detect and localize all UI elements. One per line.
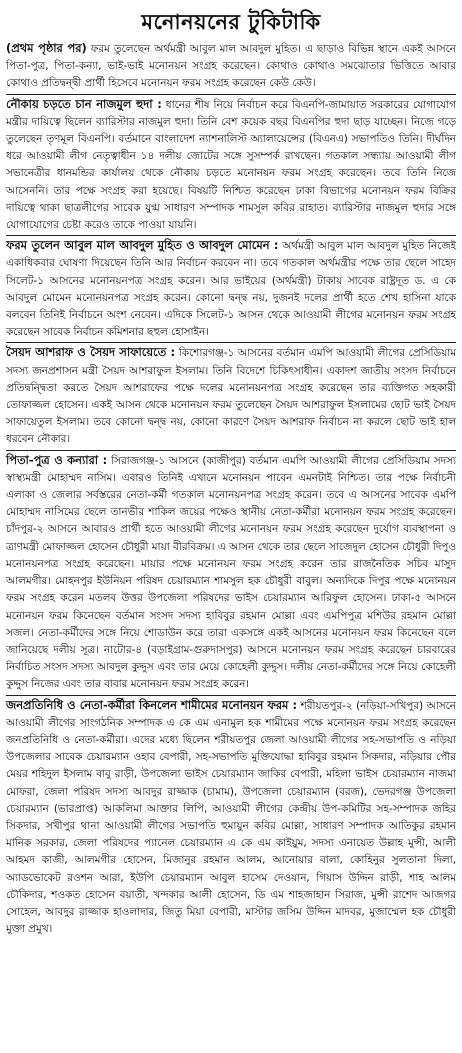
article-paragraph-syed-ashraf <box>6 342 456 449</box>
subheading: নৌকায় চড়তে চান নাজমুল হুদা : <box>6 96 162 111</box>
article-paragraph-muhith-momen <box>6 235 456 342</box>
subheading: পিতা-পুত্র ও কন্যারা : <box>6 452 108 467</box>
article-headline: মনোনয়নের টুকিটাকি <box>141 10 321 34</box>
paragraph-text: ধানের শীষ নিয়ে নির্বাচন করে বিএনপি-জামায়াত সরকারের যোগাযোগ মন্ত্রীর দায়িত্বে ছিলেন ব্যারিস্টার নাজমুল হুদা। তিনি বেশ কয়েক বছর বিএনপির হুদা ছাড় যাচ্ছেন। নিজে গড়ে তুলেছেন তৃণমূল বিএনপি। বর্তমানে বাংলাদেশ ন্যাশনালিস্ট অ্যালায়েন্সের (বিএনএ) সভাপতিও তিনি। দীর্ঘদিন ধরে আওয়ামী লীগ নেতৃত্বাধীন ১৪ দলীয় জোটের সঙ্গে সুসম্পর্ক রাখছেন। গতকাল সন্ধ্যায় আওয়ামী লীগ সভানেত্রীর ধানমন্ডির কার্যালয় থেকে নৌকায় চড়তে মনোনয়ন ফরম সংগ্রহ করেছেন। তবে তিনি নিজে আসেননি। তার পক্ষে সংগ্রহ করা হয়েছে। বিষয়টি নিশ্চিত করেছেন ঢাকা বিভাগের মনোনয়ন ফরম বিক্রির দায়িত্বে থাকা ছাত্রলীগের সাবেক যুগ্ম সাধারণ সম্পাদক শামসুল কবির রাহাত। ব্যারিস্টার নাজমুল হুদার সঙ্গে যোগাযোগের চেষ্টা করেও তাকে পাওয়া যায়নি। <box>6 98 456 232</box>
subheading: সৈয়দ আশরাফ ও সৈয়দ সাফায়েতে : <box>6 345 176 360</box>
subheading: ফরম তুলেন আবুল মাল আবদুল মুহিত ও আবদুল মোমেন : <box>6 238 279 253</box>
article-paragraph-najmul-huda <box>6 94 456 236</box>
paragraph-text: সিরাজগঞ্জ-১ আসনে (কাজীপুর) বর্তমান এমপি আওয়ামী লীগের প্রেসিডিয়াম সদস্য স্বাস্থ্যমন্ত্রী মোহাম্মদ নাসিম। এবারও তিনিই এখানে মনোনয়ন পাবেন এমনটাই নিশ্চিত। তার পক্ষে নির্বাচনী এলাকা ও জেলার সর্বস্তরের নেতা-কর্মী গতকাল মনোনয়নপত্র সংগ্রহ করেন। তবে এ আসনের সাবেক এমপি মোহাম্মদ নাসিমের ছেলে তানভীর শাকিল জয়ের পক্ষেও স্থানীয় নেতা-কর্মীরা মনোনয়ন ফরম সংগ্রহ করেছেন। চাঁদপুর-২ আসনে আবারও প্রার্থী হতে আওয়ামী লীগের মনোনয়ন ফরম সংগ্রহ করেছেন দুর্যোগ ব্যবস্থাপনা ও ত্রাণমন্ত্রী মোফাজ্জল হোসেন চৌধুরী মায়া বীরবিক্রম। এ আসন থেকে তার ছেলে সাজেদুল হোসেন চৌধুরী দিপুও মনোনয়নপত্র সংগ্রহ করেছেন। মায়ার পক্ষে মনোনয়ন ফরম সংগ্রহ করেন তার রাজনৈতিক সচিব মাসুদ আলমগীর। মোহনপুর ইউনিয়ন পরিষদ চেয়ারম্যান শামসুল হক চৌধুরী বাবুল। অন্যদিকে দিপুর পক্ষে মনোনয়ন ফরম সংগ্রহ করেন মতলব উত্তর উপজেলা পরিষদের ভাইস চেয়ারম্যান আরিফুল হোসেন। ঢাকা-৫ আসনে মনোনয়ন ফরম কিনেছেন বর্তমান সংসদ সদস্য হাবিবুর রহমান মোল্লা এবং এমপিপুত্র মশিউর রহমান মোল্লা সজল। নেতা-কর্মীদের সঙ্গে নিয়ে শোডাউন করে তারা একসঙ্গে একই আসনের মনোনয়ন ফরম কিনেছেন বলে জানিয়েছে দলীয় সূত্র। নাটোর-৪ (বড়াইগ্রাম-গুরুদাসপুর) আসনে মনোনয়ন ফরম সংগ্রহ করেছেন চারবারের নির্বাচিত সংসদ সদস্য আবদুল কুদ্দুস এবং তার মেয়ে কোহেলী কুদ্দুস। দলীয় নেতা-কর্মীদের সঙ্গে নিয়ে কোহেলী কুদ্দুস নিজের এবং তার বাবার মনোনয়ন ফরম সংগ্রহ করেন। <box>6 454 456 691</box>
article-paragraph-father-son-daughter <box>6 450 456 695</box>
paragraph-text: শরীয়তপুর-২ (নড়িয়া-সখিপুর) আসনে আওয়ামী লীগের সাংগঠনিক সম্পাদক এ কে এম এনামুল হক শামীমের পক্ষে মনোনয়ন ফরম সংগ্রহ করেছেন জনপ্রতিনিধি ও নেতা-কর্মীরা। এদের মধ্যে ছিলেন শরীয়তপুর জেলা আওয়ামী লীগের সহ-সভাপতি ও নড়িয়া উপজেলার সাবেক চেয়ারম্যান ওহাব বেপারী, সহ-সভাপতি মুক্তিযোদ্ধা হাবিবুর রহমান সিকদার, নড়িয়ার পৌর মেয়র শহিদুল ইসলাম বাবু রাড়ী, উপজেলা ভাইস চেয়ারম্যান জাকির বেপারী, মহিলা ভাইস চেয়ারম্যান নাজমা মোফরা, জেলা পরিষদ সদস্য আবদুর রাজ্জাক (চামাম), উপজেলা চেয়ারম্যান (বরজ), ভেদরগঞ্জ উপজেলা চেয়ারম্যান (ভারপ্রাপ্ত) আকলিমা আক্তার লিপি, আওয়ামী লীগের কেন্দ্রীয় উপ-কমিটির সহ-সম্পাদক জহির সিকদার, সখীপুর থানা আওয়ামী লীগের সভাপতি হুমায়ুন কবির মোল্লা, সাধারণ সম্পাদক আতিকুর রহমান মানিক সরকার, জেলা পরিষদের প্যানেল চেয়ারম্যান এ কে এম কাইয়ুম, সদস্য এনায়েত উল্লাহ মুন্সী, আলী আহমদ কাজী, আলমগীর হোসেন, মিজানুর রহমান আলম, আনোয়ার বালা, কোহিনুর সুলতানা দিলা, অ্যাডভোকেট রওশন আরা, ইউপি চেয়ারম্যান আবুল হাসেম দেওয়ান, গিয়াস উদ্দিন রাড়ী, শাহ আলম চৌকিদার, শওকত হোসেন বয়াতী, খন্দকার আলী হোসেন, ডি এম শাহজাহান সিরাজ, মুন্সী রাশেদ আজগর সোহেল, আবদুর রাজ্জাক হাওলাদার, জিতু মিয়া বেপারী, মাস্টার জসিম উদ্দিন মাদবর, মুজাম্মেল হক চৌধুরী মুক্তা প্রমুখ। <box>6 699 456 936</box>
continuation-marker: (প্রথম পৃষ্ঠার পর) <box>6 41 87 55</box>
subheading: জনপ্রতিনিধি ও নেতা-কর্মীরা কিনলেন শামীমের মনোনয়ন ফরম : <box>6 697 298 712</box>
paragraph-text: অর্থমন্ত্রী আবুল মাল আবদুল মুহিত নিজেই একাধিকবার ঘোষণা দিয়েছেন তিনি আর নির্বাচন করবেন না। তবে গতকাল অর্থমন্ত্রীর পক্ষে তার ছেলে সাহেদ সিলেট-১ আসনের মনোনয়নপত্র সংগ্রহ করেন। আর ভাইয়ের (অর্থমন্ত্রী) টাকায় সাবেক রাষ্ট্রদূত ড. এ কে আবদুল মোমেন মনোনয়নপত্র সংগ্রহ করেন। কোনো দ্বন্দ্ব নয়, দুজনই দলের প্রার্থী হতে শেখ হাসিনা যাকে বলবেন তিনিই নির্বাচনে অংশ নেবেন। এদিকে সিলেট-১ আসন থেকে আওয়ামী লীগের মনোনয়ন ফরম সংগ্রহ করেছেন সাবেক নির্বাচন কমিশনার ছহুল হোসাইন। <box>6 240 456 339</box>
article-paragraph-shamim <box>6 695 456 940</box>
paragraph-text: কিশোরগঞ্জ-১ আসনের বর্তমান এমপি আওয়ামী লীগের প্রেসিডিয়াম সদস্য জনপ্রশাসন মন্ত্রী সৈয়দ আশরাফুল ইসলাম। তিনি বিদেশে চিকিৎসাধীন। একাদশ জাতীয় সংসদ নির্বাচনে প্রতিদ্বন্দ্বিতা করতে সৈয়দ আশরাফের পক্ষে দলের মনোনয়নপত্র সংগ্রহ করেছেন তার ব্যক্তিগত সহকারী তোফাজ্জল হোসেন। একই আসন থেকে মনোনয়ন ফরম তুলেছেন সৈয়দ আশরাফুল ইসলামের ছোট ভাই সৈয়দ সাফায়েতুল ইসলাম। তবে কোনো দ্বন্দ্ব নয়, কোনো কারণে সৈয়দ আশরাফ নির্বাচন না করলে ছোট ভাই হাল ধরবেন নৌকার। <box>6 347 457 446</box>
article-paragraph-continuation <box>6 40 456 94</box>
paragraph-text: ফরম তুলেছেন অর্থমন্ত্রী আবুল মাল আবদুল মুহিত। এ ছাড়াও বিভিন্ন স্থানে একই আসনে পিতা-পুত্র, পিতা-কন্যা, ভাই-ভাই মনোনয়ন সংগ্রহ করেছেন। কোথাও কোথাও সমঝোতার ভিত্তিতে আবার কোথাও প্রতিদ্বন্দ্বী প্রার্থী হিসেবে মনোনয়ন ফরম সংগ্রহ করেছেন কেউ কেউ। <box>6 43 456 90</box>
